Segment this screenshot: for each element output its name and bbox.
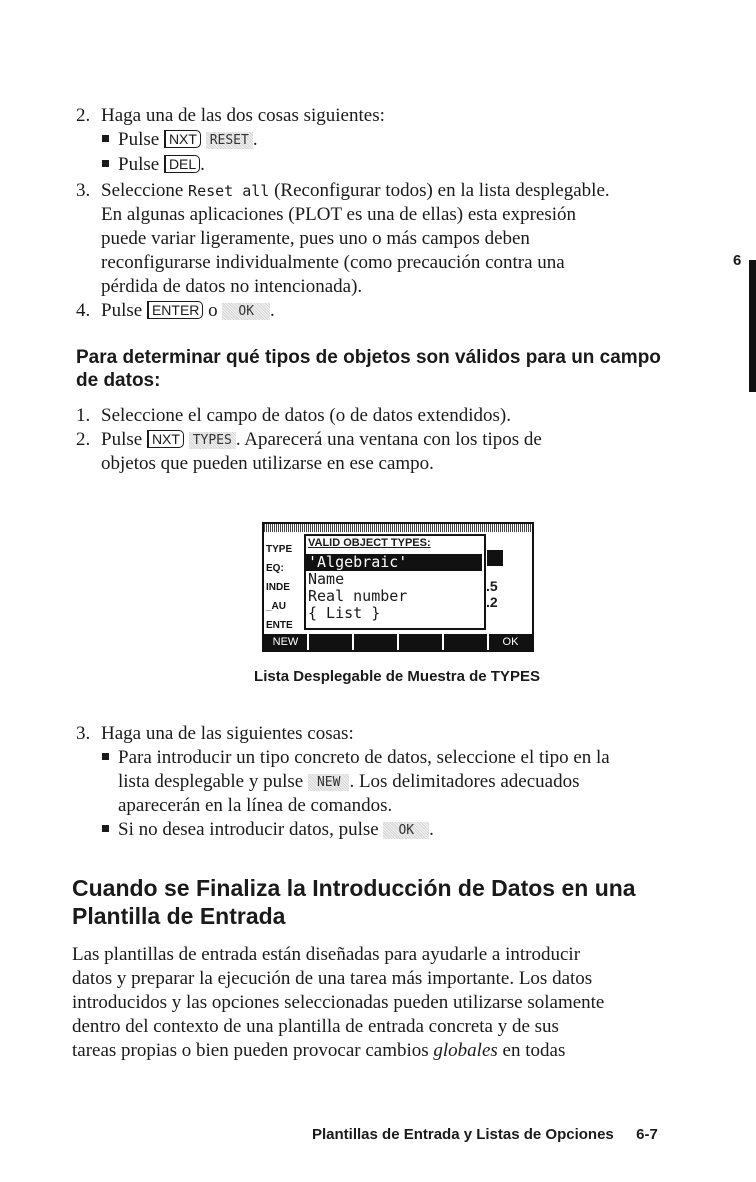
step-number: 4. bbox=[76, 300, 91, 321]
step-line: Seleccione Reset all (Reconfigurar todos) en la lista desplegable. bbox=[101, 180, 610, 201]
paragraph-line: Las plantillas de entrada están diseñadas para ayudarle a introducir bbox=[72, 944, 581, 965]
section-heading: Para determinar qué tipos de objetos son válidos para un campo de datos: bbox=[76, 347, 661, 391]
field-label: INDE bbox=[266, 582, 290, 593]
reset-all-option: Reset all bbox=[188, 182, 270, 200]
page-number: 6-7 bbox=[636, 1126, 658, 1143]
step-line: reconfigurarse individualmente (como precaución contra una bbox=[101, 252, 565, 273]
menu-ok[interactable]: OK bbox=[489, 634, 532, 650]
bullet-line: Pulse NXT RESET . bbox=[118, 129, 258, 150]
bullet bbox=[102, 753, 109, 760]
field-label: _AU bbox=[266, 601, 287, 612]
step-number: 2. bbox=[76, 105, 91, 126]
paragraph-line: tareas propias o bien pueden provocar cambios globales en todas bbox=[72, 1040, 566, 1061]
enter-key: ENTER bbox=[147, 301, 203, 319]
step-number: 3. bbox=[76, 723, 91, 744]
option-item[interactable]: Real number bbox=[308, 587, 408, 605]
reset-softkey: RESET bbox=[206, 132, 253, 149]
bullet bbox=[102, 825, 109, 832]
bullet bbox=[102, 135, 109, 142]
step-text: Haga una de las dos cosas siguientes: bbox=[101, 105, 385, 126]
field-label: TYPE bbox=[266, 544, 293, 555]
softkey-menu bbox=[264, 634, 532, 650]
field-label: ENTE bbox=[266, 620, 293, 631]
field-value: .2 bbox=[486, 594, 498, 610]
screen-title-bar bbox=[264, 524, 532, 532]
step-number: 1. bbox=[76, 405, 91, 426]
page-footer bbox=[312, 1126, 658, 1143]
paragraph-line: dentro del contexto de una plantilla de entrada concreta y de sus bbox=[72, 1016, 559, 1037]
step-text: Seleccione el campo de datos (o de datos extendidos). bbox=[101, 405, 511, 426]
menu-blank[interactable] bbox=[399, 634, 442, 650]
chapter-tab-bar bbox=[749, 260, 756, 392]
step-line: objetos que pueden utilizarse en ese campo. bbox=[101, 453, 434, 474]
bullet-line: Si no desea introducir datos, pulse OK . bbox=[118, 819, 434, 840]
step-text: Haga una de las siguientes cosas: bbox=[101, 723, 354, 744]
paragraph-line: datos y preparar la ejecución de una tarea más importante. Los datos bbox=[72, 968, 593, 989]
field-value: .5 bbox=[486, 578, 498, 594]
menu-blank[interactable] bbox=[309, 634, 352, 650]
bullet-line: lista desplegable y pulse NEW . Los delimitadores adecuados bbox=[118, 771, 580, 792]
popup-title: VALID OBJECT TYPES: bbox=[308, 537, 431, 549]
footer-title: Plantillas de Entrada y Listas de Opciones bbox=[312, 1126, 614, 1143]
calculator-screen bbox=[262, 522, 534, 652]
step-line: Pulse NXT TYPES . Aparecerá una ventana con los tipos de bbox=[101, 429, 542, 450]
menu-new[interactable]: NEW bbox=[264, 634, 307, 650]
chapter-number: 6 bbox=[733, 252, 742, 269]
bullet-line: Pulse DEL . bbox=[118, 154, 205, 175]
types-softkey: TYPES bbox=[189, 432, 236, 449]
bullet-line: Para introducir un tipo concreto de datos, seleccione el tipo en la bbox=[118, 747, 610, 768]
del-key: DEL bbox=[164, 155, 200, 173]
option-selected[interactable]: 'Algebraic' bbox=[306, 554, 482, 571]
step-number: 3. bbox=[76, 180, 91, 201]
step-line: puede variar ligeramente, pues uno o más campos deben bbox=[101, 228, 530, 249]
section-heading: Cuando se Finaliza la Introducción de Datos en una Plantilla de Entrada bbox=[72, 875, 636, 929]
bullet bbox=[102, 160, 109, 167]
menu-blank[interactable] bbox=[444, 634, 487, 650]
paragraph-line: introducidos y las opciones seleccionadas pueden utilizarse solamente bbox=[72, 992, 605, 1013]
nxt-key: NXT bbox=[164, 130, 201, 148]
ok-softkey: OK bbox=[383, 822, 429, 839]
types-popup bbox=[304, 534, 486, 630]
step-line: pérdida de datos no intencionada). bbox=[101, 276, 363, 297]
step-line: Pulse ENTER o OK . bbox=[101, 300, 275, 321]
field-label: EQ: bbox=[266, 563, 284, 574]
option-item[interactable]: Name bbox=[308, 570, 345, 588]
ok-softkey: OK bbox=[222, 303, 270, 320]
bullet-line: aparecerán en la línea de comandos. bbox=[118, 795, 393, 816]
new-softkey: NEW bbox=[308, 774, 349, 791]
step-number: 2. bbox=[76, 429, 91, 450]
option-item[interactable]: { List } bbox=[308, 604, 381, 622]
figure-caption: Lista Desplegable de Muestra de TYPES bbox=[254, 668, 540, 685]
highlight-block bbox=[487, 550, 503, 566]
step-line: En algunas aplicaciones (PLOT es una de ellas) esta expresión bbox=[101, 204, 577, 225]
nxt-key: NXT bbox=[147, 430, 184, 448]
emphasis: globales bbox=[433, 1040, 498, 1061]
menu-blank[interactable] bbox=[354, 634, 397, 650]
